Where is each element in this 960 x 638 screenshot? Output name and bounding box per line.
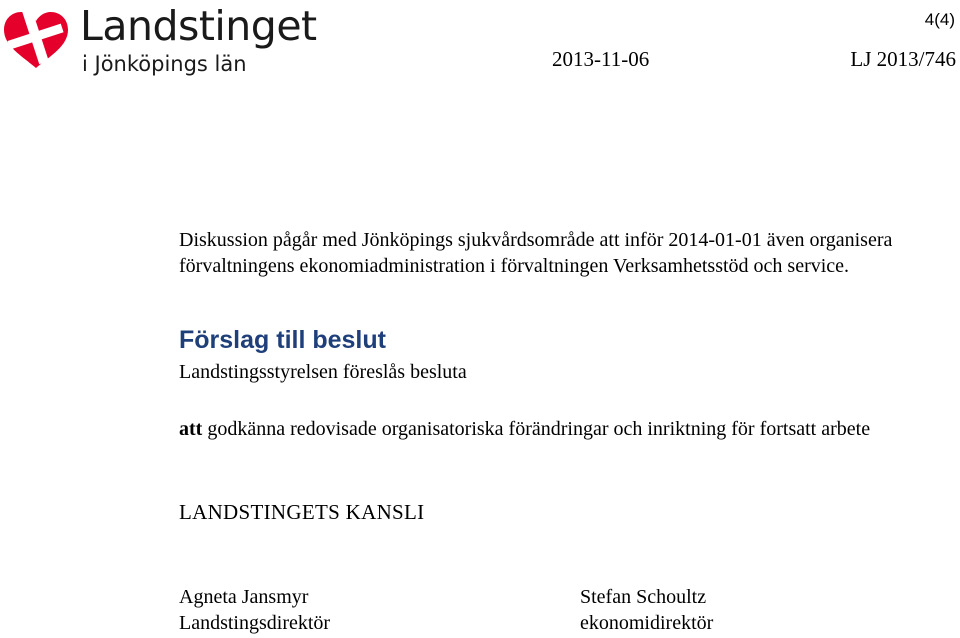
logo-title: Landstinget <box>80 2 317 50</box>
document-date: 2013-11-06 <box>552 47 650 71</box>
document-reference: LJ 2013/746 <box>850 47 956 71</box>
decision-paragraph <box>179 416 954 442</box>
page-number: 4(4) <box>924 10 955 29</box>
signer-title: Landstingsdirektör <box>179 612 331 634</box>
signer-title: ekonomidirektör <box>580 612 714 634</box>
decision-text: godkänna redovisade organisatoriska förändringar och inriktning för fortsatt arbete <box>207 418 871 440</box>
decision-keyword: att <box>179 418 203 440</box>
office-name: LANDSTINGETS KANSLI <box>179 500 425 524</box>
landstinget-heart-cross-icon <box>0 2 72 74</box>
intro-paragraph: Diskussion pågår med Jönköpings sjukvårdsområde att inför 2014-01-01 även organisera förvaltningens ekonomiadministration i förvaltningen Verksamhetsstöd och service. <box>179 229 893 277</box>
signer-name: Agneta Jansmyr <box>179 586 309 608</box>
signer-name: Stefan Schoultz <box>580 586 707 608</box>
section-heading: Förslag till beslut <box>179 326 386 354</box>
signature-block <box>580 584 713 636</box>
logo-subtitle: i Jönköpings län <box>82 52 247 76</box>
organization-logo <box>0 0 330 82</box>
signature-block <box>179 584 330 636</box>
proposal-line: Landstingsstyrelsen föreslås besluta <box>179 361 467 383</box>
